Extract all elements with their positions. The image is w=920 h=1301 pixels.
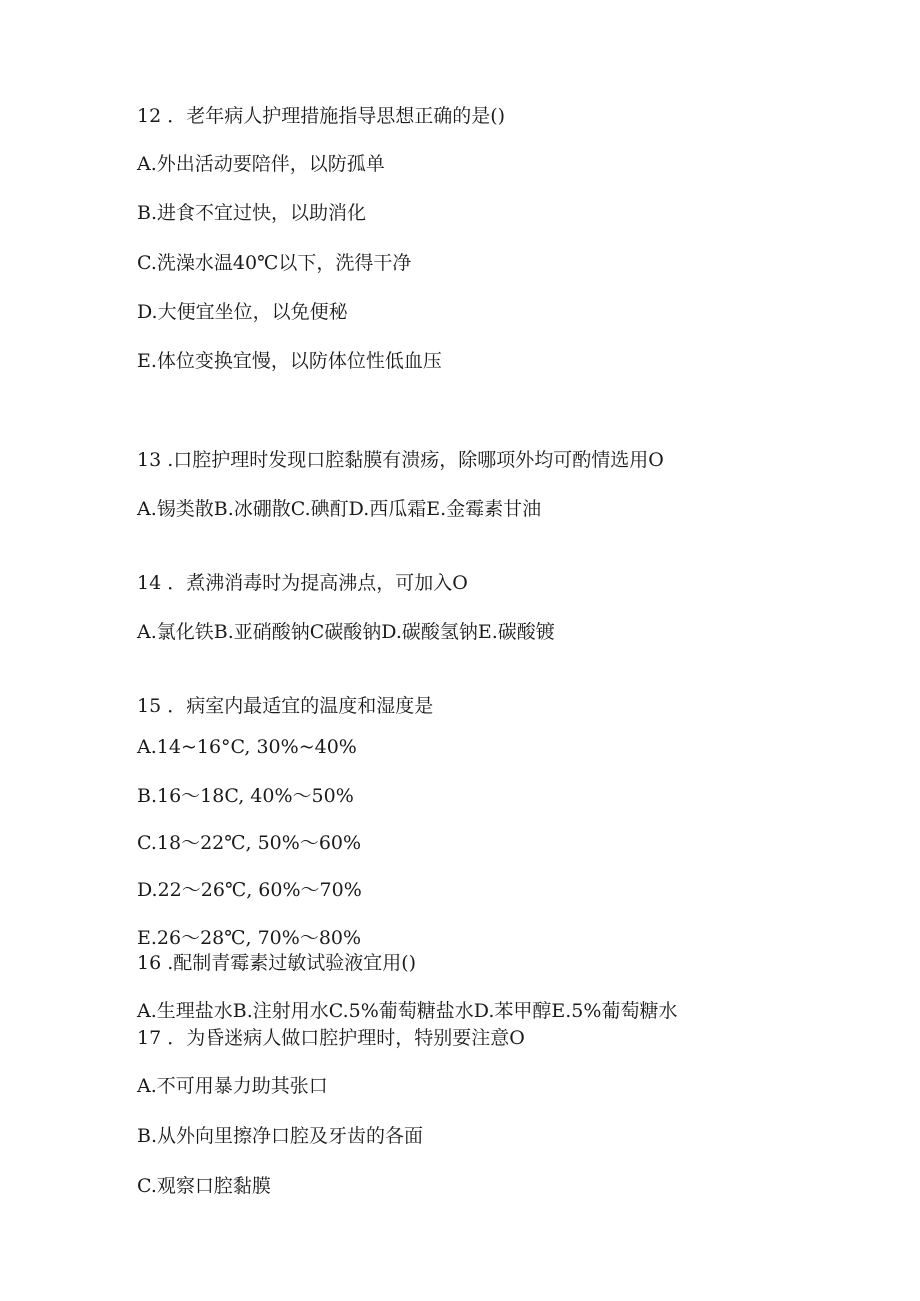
question-12-stem: 12 ．老年病人护理措施指导思想正确的是() [137, 105, 506, 127]
question-15-option-d: D.22～26℃, 60%～70% [137, 879, 362, 901]
question-14-options: A.氯化铁B.亚硝酸钠C碳酸钠D.碳酸氢钠E.碳酸镀 [137, 621, 555, 643]
question-17-option-c: C.观察口腔黏膜 [137, 1175, 271, 1197]
question-12-option-d: D.大便宜坐位，以免便秘 [137, 301, 348, 323]
question-16-options: A.生理盐水B.注射用水C.5%葡萄糖盐水D.苯甲醇E.5%葡萄糖水 [137, 1000, 678, 1022]
question-16-stem: 16 .配制青霉素过敏试验液宜用() [137, 952, 417, 974]
question-12-option-e: E.体位变换宜慢，以防体位性低血压 [137, 350, 442, 372]
question-17-option-b: B.从外向里擦净口腔及牙齿的各面 [137, 1125, 424, 1147]
question-17-option-a: A.不可用暴力助其张口 [137, 1075, 328, 1097]
question-12-option-a: A.外出活动要陪伴，以防孤单 [137, 153, 385, 175]
question-15-stem: 15 ．病室内最适宜的温度和湿度是 [137, 695, 434, 717]
question-15-option-e: E.26～28℃, 70%～80% [137, 927, 362, 949]
question-14-stem: 14 ．煮沸消毒时为提高沸点，可加入O [137, 572, 468, 594]
question-13-stem: 13 .口腔护理时发现口腔黏膜有溃疡，除哪项外均可酌情选用O [137, 449, 664, 471]
question-12-option-b: B.进食不宜过快，以助消化 [137, 202, 367, 224]
question-12-option-c: C.洗澡水温40℃以下，洗得干净 [137, 252, 412, 274]
question-13-options: A.锡类散B.冰硼散C.碘酊D.西瓜霜E.金霉素甘油 [137, 498, 542, 520]
question-15-option-a: A.14~16°C, 30%~40% [137, 736, 357, 758]
question-17-stem: 17 ．为昏迷病人做口腔护理时，特别要注意O [137, 1027, 525, 1049]
question-15-option-b: B.16～18C, 40%～50% [137, 785, 354, 807]
question-15-option-c: C.18～22℃, 50%～60% [137, 832, 362, 854]
